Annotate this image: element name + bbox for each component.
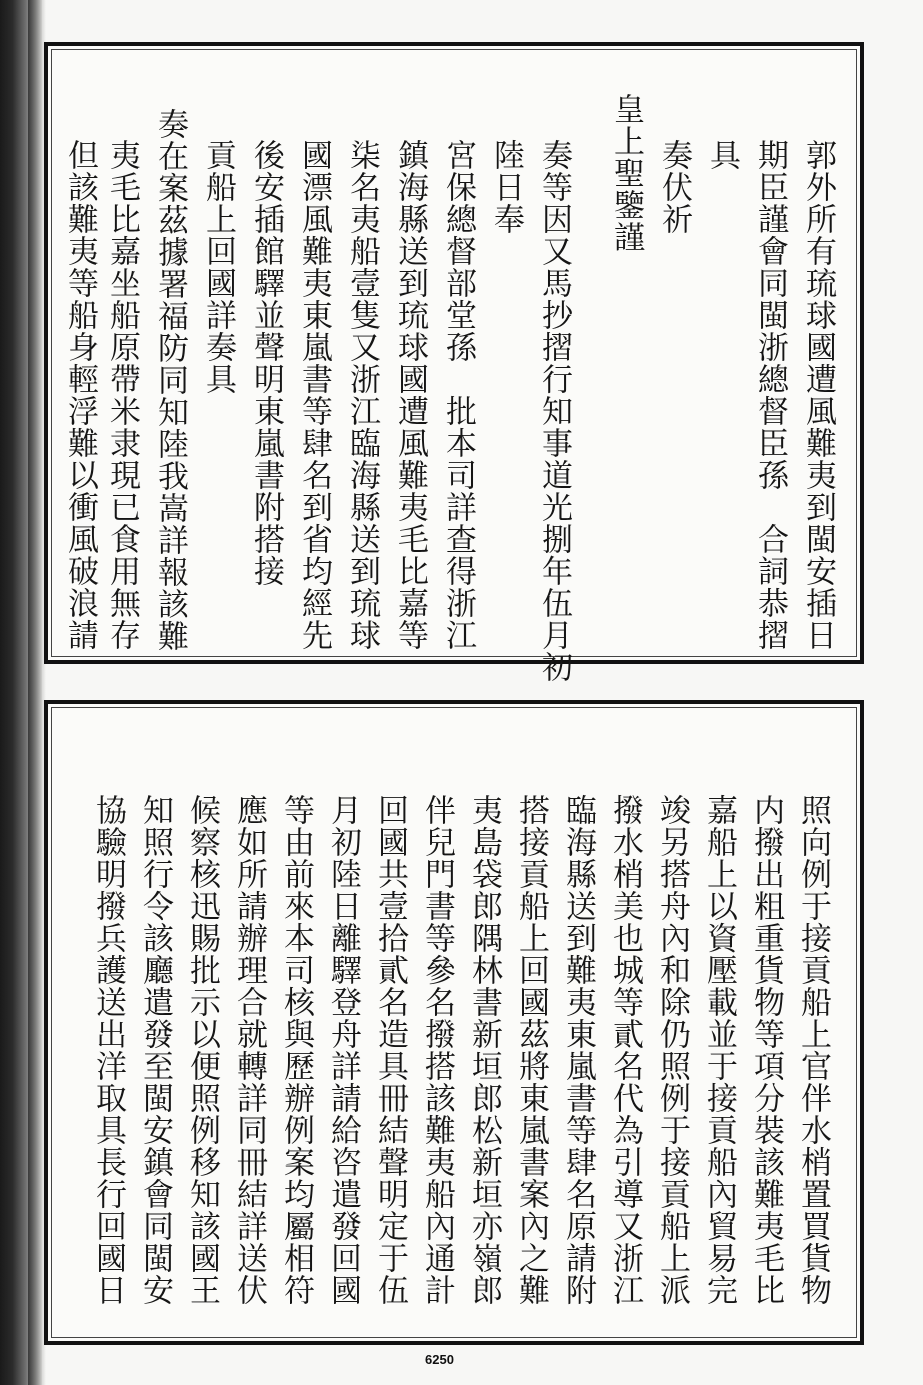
manuscript-column: 伴兒門書等參名撥搭該難夷船內通計 <box>419 794 455 1306</box>
manuscript-column: 搭接貢船上回國茲將東嵐書案內之難 <box>513 794 549 1306</box>
manuscript-column: 宮保總督部堂孫 批本司詳查得浙江 <box>440 139 476 651</box>
manuscript-column: 郭外所有琉球國遭風難夷到閩安插日 <box>800 139 836 651</box>
manuscript-column: 照向例于接貢船上官伴水梢置買貨物 <box>795 794 831 1306</box>
manuscript-column: 奏伏祈 <box>656 139 692 235</box>
manuscript-column: 夷毛比嘉坐船原帶米隶現已食用無存 <box>104 139 140 651</box>
manuscript-column: 柒名夷船壹隻又浙江臨海縣送到琉球 <box>344 139 380 651</box>
manuscript-column: 回國共壹拾貳名造具冊結聲明定于伍 <box>372 794 408 1306</box>
manuscript-column: 知照行令該廳遣發至閩安鎮會同閩安 <box>137 794 173 1306</box>
manuscript-column: 鎮海縣送到琉球國遭風難夷毛比嘉等 <box>392 139 428 651</box>
manuscript-column: 應如所請辦理合就轉詳同冊結詳送伏 <box>231 794 267 1306</box>
manuscript-column: 陸日奉 <box>488 139 524 235</box>
manuscript-column: 後安插館驛並聲明東嵐書附搭接 <box>248 139 284 587</box>
manuscript-column: 夷島袋郎隅林書新垣郎松新垣亦嶺郎 <box>466 794 502 1306</box>
manuscript-column: 竣另搭舟內和除仍照例于接貢船上派 <box>654 794 690 1306</box>
manuscript-column: 臨海縣送到難夷東嵐書等肆名原請附 <box>560 794 596 1306</box>
manuscript-column: 貢船上回國詳奏具 <box>200 139 236 395</box>
manuscript-column: 嘉船上以資壓載並于接貢船內貿易完 <box>701 794 737 1306</box>
manuscript-column: 協驗明撥兵護送出洋取具長行回國日 <box>90 794 126 1306</box>
page-number: 6250 <box>425 1352 454 1367</box>
manuscript-column: 期臣謹會同閩浙總督臣孫 合詞恭摺 <box>752 139 788 651</box>
manuscript-column: 候察核迅賜批示以便照例移知該國王 <box>184 794 220 1306</box>
manuscript-column: 奏等因又馬抄摺行知事道光捌年伍月初 <box>536 139 572 683</box>
manuscript-column: 月初陸日離驛登舟詳請給咨遣發回國 <box>325 794 361 1306</box>
top-manuscript-panel <box>44 42 864 683</box>
manuscript-column: 國漂風難夷東嵐書等肆名到省均經先 <box>296 139 332 651</box>
manuscript-column: 撥水梢美也城等貳名代為引導又浙江 <box>607 794 643 1306</box>
manuscript-column: 皇上聖鑒謹 <box>608 93 644 253</box>
manuscript-column: 但該難夷等船身輕浮難以衝風破浪請 <box>62 139 98 651</box>
manuscript-column: 等由前來本司核與歷辦例案均屬相符 <box>278 794 314 1306</box>
bottom-manuscript-panel <box>44 700 864 1345</box>
manuscript-column: 具 <box>704 139 740 171</box>
manuscript-column: 奏在案茲據署福防同知陸我嵩詳報該難 <box>152 108 188 652</box>
manuscript-column: 内撥出粗重貨物等項分裝該難夷毛比 <box>748 794 784 1306</box>
